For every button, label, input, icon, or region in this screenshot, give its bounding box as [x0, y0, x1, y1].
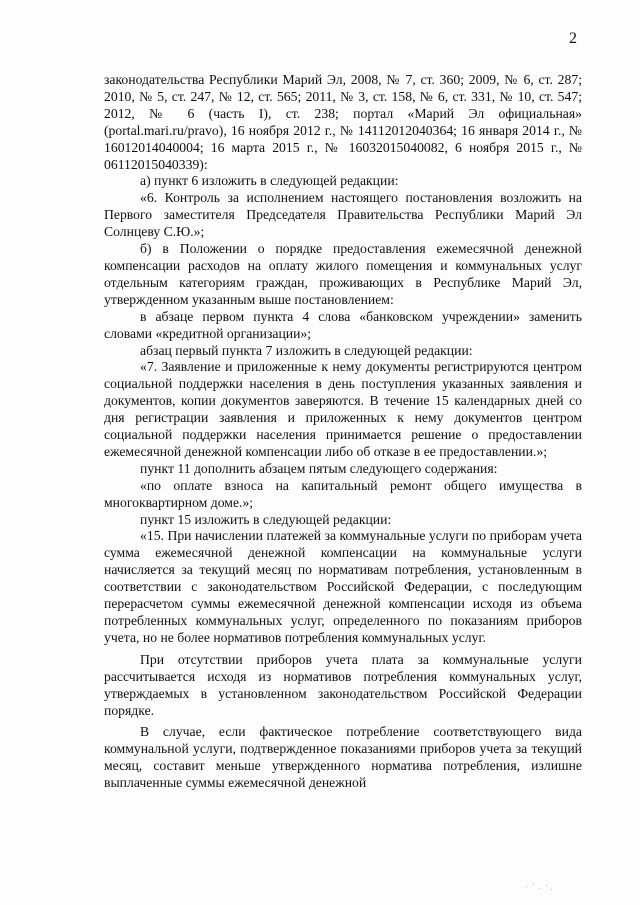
- paragraph-point-11-text: «по оплате взноса на капитальный ремонт общего имущества в многоквартирном доме.»;: [104, 477, 582, 510]
- paragraph-item-b: б) в Положении о порядке предоставления ежемесячной денежной компенсации расходов на оплату жилого помещения и коммунальных услуг отдельным категориям граждан, проживающих в Республике Марий Эл, утвержденном указанным выше постановлением:: [104, 241, 582, 307]
- paragraph-point-15-intro: пункт 15 изложить в следующей редакции:: [140, 511, 392, 527]
- paragraph-point-6-text: «6. Контроль за исполнением настоящего постановления возложить на Первого заместителя Председателя Правительства Республики Марий Эл Солнцеву С.Ю.»;: [104, 190, 582, 240]
- paragraph-legislation-references: законодательства Республики Марий Эл, 2008, № 7, ст. 360; 2009, № 6, ст. 287; 2010, № 5, ст. 247, № 12, ст. 565; 2011, № 3, ст. 158, № 6, ст. 331, № 10, ст. 547; 2012, № 6 (часть I), ст. 238; портал «Марий Эл официальная» (portal.mari.ru/pravo), 16 ноября 2012 г., № 14112012040364; 16 января 2014 г., № 16012014040004; 16 марта 2015 г., № 16032015040082, 6 ноября 2015 г., № 06112015040339):: [104, 72, 582, 172]
- paragraph-point-4-change: в абзаце первом пункта 4 слова «банковском учреждении» заменить словами «кредитной организации»;: [104, 308, 582, 341]
- paragraph-point-7-text: «7. Заявление и приложенные к нему документы регистрируются центром социальной поддержки населения в день поступления указанных заявления и документов, копии документов заверяются. В течение 15 календарных дней со дня регистрации заявления и приложенных к нему документов центром социальной поддержки населения принимается решение о предоставлении ежемесячной денежной компенсации либо об отказе в ее предоставлении.»;: [104, 359, 582, 459]
- paragraph-item-a: а) пункт 6 изложить в следующей редакции:: [140, 173, 399, 189]
- document-body: [104, 72, 582, 792]
- paragraph-actual-consumption: В случае, если фактическое потребление соответствующего вида коммунальной услуги, подтвержденное показаниями приборов учета за текущий месяц, составит меньше утвержденного норматива потребления, излишне выплаченные суммы ежемесячной денежной: [104, 724, 582, 791]
- paragraph-point-15-text: «15. При начислении платежей за коммунальные услуги по приборам учета сумма ежемесячной денежной компенсации на коммунальные услуги начисляется за текущий месяц по нормативам потребления, установленным в соответствии с законодательством Российской Федерации, с последующим перерасчетом суммы ежемесячной денежной компенсации исходя из объема потребленных коммунальных услуг, определенного по показаниям приборов учета, но не более нормативов потребления коммунальных услуг.: [104, 528, 582, 645]
- paragraph-no-meters: При отсутствии приборов учета плата за коммунальные услуги рассчитывается исходя из нормативов потребления коммунальных услуг, утверждаемых в установленном законодательством Российской Федерации порядке.: [104, 651, 582, 718]
- paragraph-point-11-intro: пункт 11 дополнить абзацем пятым следующего содержания:: [140, 460, 498, 476]
- page-number: 2: [569, 30, 577, 47]
- scan-speckles: [524, 880, 554, 892]
- paragraph-point-7-intro: абзац первый пункта 7 изложить в следующей редакции:: [140, 342, 473, 358]
